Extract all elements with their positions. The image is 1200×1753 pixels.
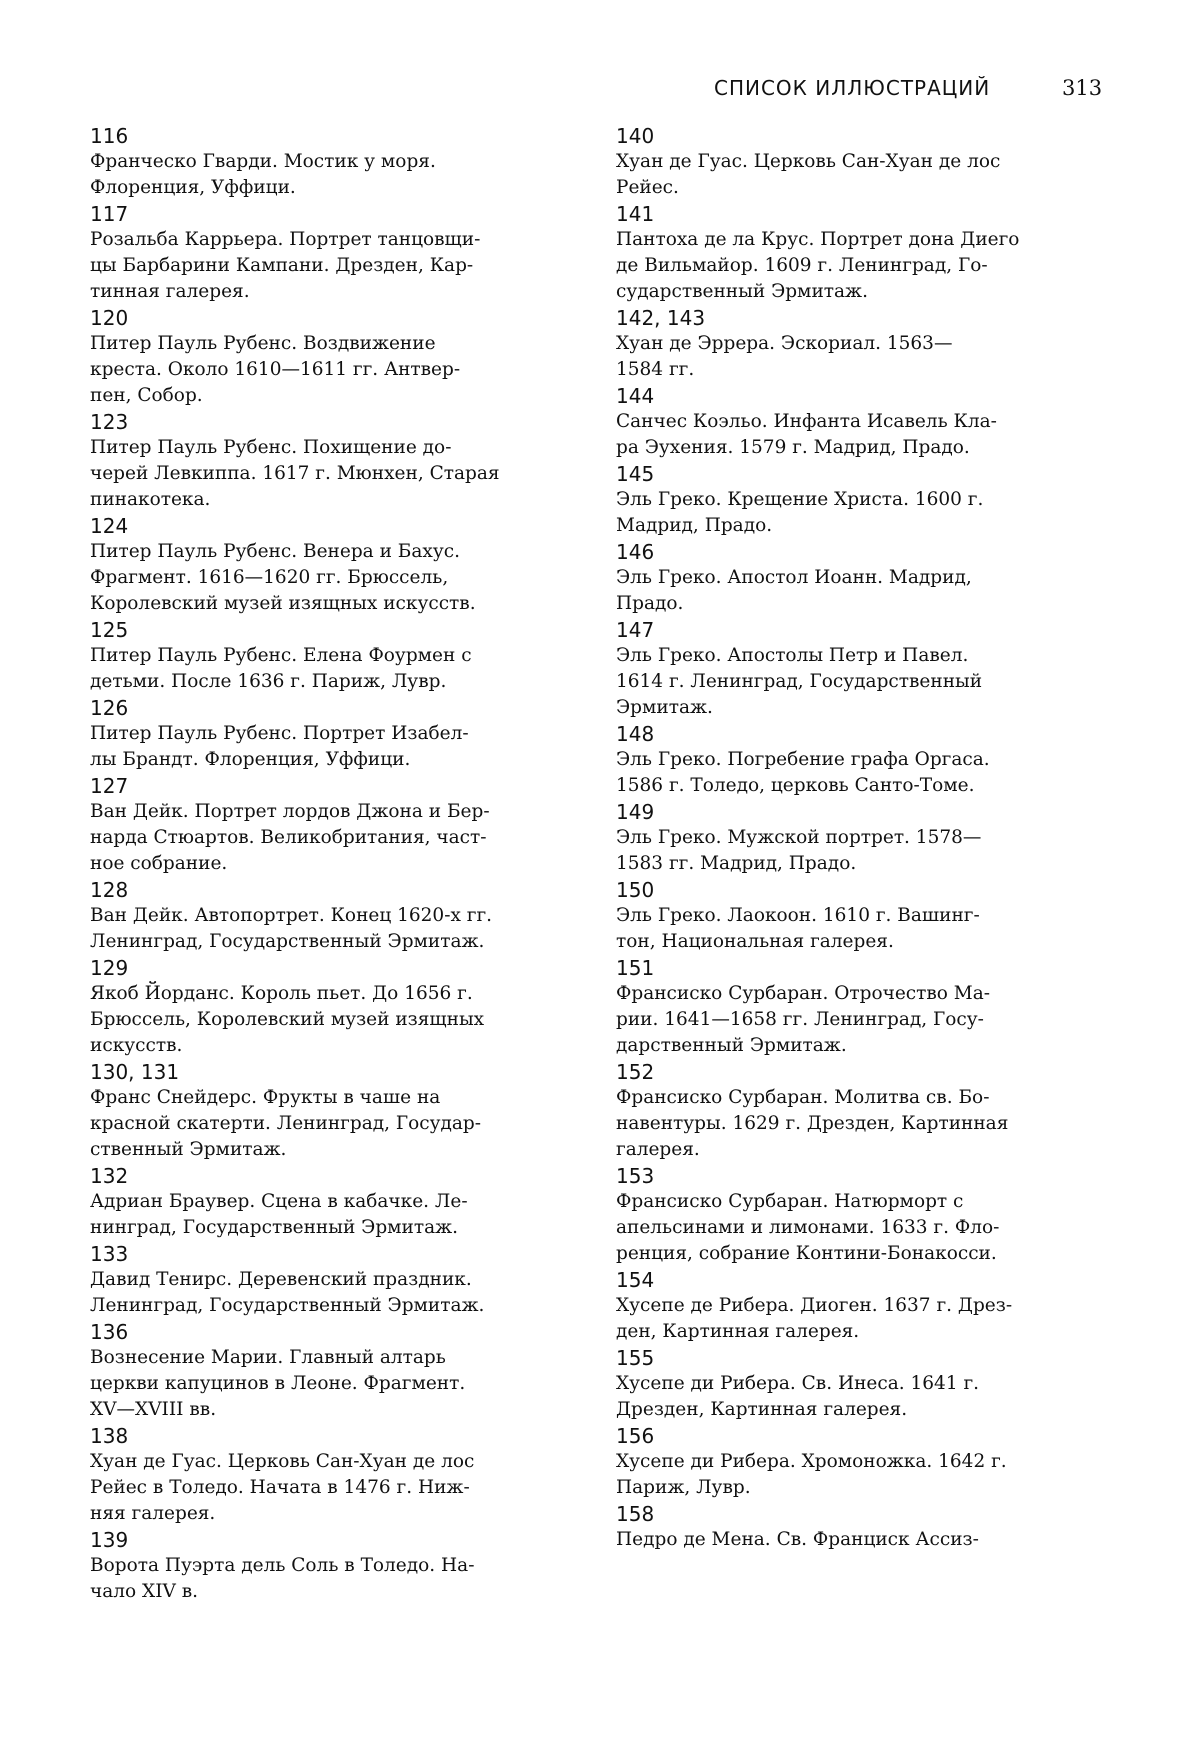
illustration-entry: [616, 1345, 1101, 1423]
illustration-number: 127: [90, 774, 129, 798]
illustration-caption-line: де Вильмайор. 1609 г. Ленинград, Го-: [616, 255, 988, 276]
illustration-entry: [616, 461, 1101, 539]
illustration-entry: [616, 799, 1101, 877]
illustration-entry: [90, 877, 605, 955]
illustration-number: 123: [90, 410, 129, 434]
illustration-caption-line: Давид Тенирс. Деревенский праздник.: [90, 1269, 472, 1290]
illustration-caption-line: Ван Дейк. Портрет лордов Джона и Бер-: [90, 801, 490, 822]
illustration-caption-line: Эль Греко. Мужской портрет. 1578—: [616, 827, 982, 848]
illustration-entry: [616, 123, 1101, 201]
illustration-caption-line: Эль Греко. Апостол Иоанн. Мадрид,: [616, 567, 972, 588]
illustration-number: 142, 143: [616, 306, 706, 330]
illustration-entry: [616, 305, 1101, 383]
illustration-number: 153: [616, 1164, 655, 1188]
illustration-caption-line: Хуан де Гуас. Церковь Сан-Хуан де лос: [616, 151, 1001, 172]
illustration-caption-line: галерея.: [616, 1139, 700, 1160]
illustration-entry: [90, 695, 605, 773]
illustration-caption-line: лы Брандт. Флоренция, Уффици.: [90, 749, 411, 770]
illustration-caption-line: сударственный Эрмитаж.: [616, 281, 868, 302]
illustration-caption-line: апельсинами и лимонами. 1633 г. Фло-: [616, 1217, 1000, 1238]
illustration-entry: [616, 1501, 1101, 1553]
illustration-entry: [616, 617, 1101, 721]
illustration-number: 147: [616, 618, 655, 642]
illustration-number: 136: [90, 1320, 129, 1344]
illustration-entry: [616, 955, 1101, 1059]
illustration-number: 116: [90, 124, 129, 148]
illustration-entry: [616, 383, 1101, 461]
illustration-caption-line: тинная галерея.: [90, 281, 250, 302]
illustration-caption-line: Хуан де Эррера. Эскориал. 1563—: [616, 333, 953, 354]
illustration-number: 154: [616, 1268, 655, 1292]
illustration-caption-line: Ленинград, Государственный Эрмитаж.: [90, 1295, 485, 1316]
left-column: [90, 123, 605, 1605]
illustration-number: 139: [90, 1528, 129, 1552]
illustration-entry: [616, 539, 1101, 617]
illustration-caption-line: Эрмитаж.: [616, 697, 713, 718]
illustration-caption-line: рии. 1641—1658 гг. Ленинград, Госу-: [616, 1009, 984, 1030]
illustration-caption-line: Питер Пауль Рубенс. Венера и Бахус.: [90, 541, 460, 562]
illustration-number: 152: [616, 1060, 655, 1084]
illustration-entry: [90, 1423, 605, 1527]
illustration-caption-line: церкви капуцинов в Леоне. Фрагмент.: [90, 1373, 466, 1394]
illustration-caption-line: креста. Около 1610—1611 гг. Антвер-: [90, 359, 461, 380]
illustration-entry: [616, 877, 1101, 955]
illustration-caption-line: Адриан Браувер. Сцена в кабачке. Ле-: [90, 1191, 468, 1212]
illustration-entry: [616, 1059, 1101, 1163]
illustration-caption-line: 1614 г. Ленинград, Государственный: [616, 671, 983, 692]
illustration-caption-line: Эль Греко. Крещение Христа. 1600 г.: [616, 489, 984, 510]
illustration-caption-line: Франсиско Сурбаран. Молитва св. Бо-: [616, 1087, 990, 1108]
illustration-entry: [616, 721, 1101, 799]
illustration-caption-line: Санчес Коэльо. Инфанта Исавель Кла-: [616, 411, 997, 432]
illustration-number: 145: [616, 462, 655, 486]
illustration-caption-line: Флоренция, Уффици.: [90, 177, 296, 198]
illustration-caption-line: пен, Собор.: [90, 385, 203, 406]
illustration-entry: [90, 1163, 605, 1241]
illustration-caption-line: Вознесение Марии. Главный алтарь: [90, 1347, 446, 1368]
illustration-number: 128: [90, 878, 129, 902]
illustration-number: 129: [90, 956, 129, 980]
illustration-caption-line: Рейес в Толедо. Начата в 1476 г. Ниж-: [90, 1477, 470, 1498]
illustration-number: 120: [90, 306, 129, 330]
illustration-entry: [90, 617, 605, 695]
illustration-caption-line: Хусепе ди Рибера. Хромоножка. 1642 г.: [616, 1451, 1007, 1472]
illustration-caption-line: Розальба Каррьера. Портрет танцовщи-: [90, 229, 481, 250]
illustration-caption-line: цы Барбарини Кампани. Дрезден, Кар-: [90, 255, 474, 276]
illustration-caption-line: навентуры. 1629 г. Дрезден, Картинная: [616, 1113, 1009, 1134]
illustration-caption-line: нинград, Государственный Эрмитаж.: [90, 1217, 459, 1238]
illustration-number: 132: [90, 1164, 129, 1188]
illustration-caption-line: ственный Эрмитаж.: [90, 1139, 287, 1160]
illustration-entry: [90, 123, 605, 201]
illustration-number: 151: [616, 956, 655, 980]
illustration-caption-line: Королевский музей изящных искусств.: [90, 593, 476, 614]
illustration-entry: [616, 1267, 1101, 1345]
illustration-caption-line: Питер Пауль Рубенс. Елена Фоурмен с: [90, 645, 472, 666]
illustration-number: 156: [616, 1424, 655, 1448]
illustration-caption-line: няя галерея.: [90, 1503, 216, 1524]
running-title: СПИСОК ИЛЛЮСТРАЦИЙ: [714, 76, 991, 100]
page-number: 313: [1062, 76, 1103, 100]
illustration-entry: [90, 773, 605, 877]
illustration-caption-line: Париж, Лувр.: [616, 1477, 751, 1498]
illustration-caption-line: XV—XVIII вв.: [90, 1399, 217, 1420]
illustration-caption-line: Франсиско Сурбаран. Отрочество Ма-: [616, 983, 991, 1004]
illustration-entry: [616, 201, 1101, 305]
illustration-number: 148: [616, 722, 655, 746]
illustration-caption-line: Якоб Йорданс. Король пьет. До 1656 г.: [90, 983, 473, 1004]
right-column: [616, 123, 1101, 1553]
illustration-number: 144: [616, 384, 655, 408]
illustration-caption-line: искусств.: [90, 1035, 183, 1056]
illustration-caption-line: Франс Снейдерс. Фрукты в чаше на: [90, 1087, 441, 1108]
illustration-caption-line: 1586 г. Толедо, церковь Санто-Томе.: [616, 775, 975, 796]
illustration-caption-line: детьми. После 1636 г. Париж, Лувр.: [90, 671, 447, 692]
illustration-caption-line: нарда Стюартов. Великобритания, част-: [90, 827, 487, 848]
illustration-entry: [90, 409, 605, 513]
illustration-number: 125: [90, 618, 129, 642]
illustration-entry: [90, 1241, 605, 1319]
illustration-caption-line: Педро де Мена. Св. Франциск Ассиз-: [616, 1529, 979, 1550]
illustration-caption-line: Эль Греко. Апостолы Петр и Павел.: [616, 645, 969, 666]
illustration-caption-line: Хусепе ди Рибера. Св. Инеса. 1641 г.: [616, 1373, 980, 1394]
illustration-caption-line: Ван Дейк. Автопортрет. Конец 1620-х гг.: [90, 905, 493, 926]
illustration-caption-line: Эль Греко. Лаокоон. 1610 г. Вашинг-: [616, 905, 980, 926]
illustration-number: 140: [616, 124, 655, 148]
illustration-caption-line: Питер Пауль Рубенс. Портрет Изабел-: [90, 723, 469, 744]
illustration-caption-line: Эль Греко. Погребение графа Оргаса.: [616, 749, 990, 770]
illustration-number: 133: [90, 1242, 129, 1266]
illustration-caption-line: Фрагмент. 1616—1620 гг. Брюссель,: [90, 567, 449, 588]
illustration-number: 117: [90, 202, 129, 226]
illustration-number: 149: [616, 800, 655, 824]
illustration-caption-line: ное собрание.: [90, 853, 228, 874]
illustration-caption-line: ренция, собрание Контини-Бонакосси.: [616, 1243, 997, 1264]
illustration-caption-line: пинакотека.: [90, 489, 211, 510]
illustration-caption-line: 1584 гг.: [616, 359, 695, 380]
illustration-caption-line: Рейес.: [616, 177, 679, 198]
illustration-entry: [90, 513, 605, 617]
illustration-entry: [616, 1163, 1101, 1267]
illustration-caption-line: Хусепе де Рибера. Диоген. 1637 г. Дрез-: [616, 1295, 1013, 1316]
illustration-caption-line: 1583 гг. Мадрид, Прадо.: [616, 853, 857, 874]
illustration-caption-line: Прадо.: [616, 593, 684, 614]
illustration-entry: [90, 1059, 605, 1163]
illustration-caption-line: Мадрид, Прадо.: [616, 515, 773, 536]
illustration-caption-line: Хуан де Гуас. Церковь Сан-Хуан де лос: [90, 1451, 475, 1472]
illustration-caption-line: Питер Пауль Рубенс. Похищение до-: [90, 437, 452, 458]
illustration-caption-line: красной скатерти. Ленинград, Государ-: [90, 1113, 482, 1134]
illustration-caption-line: Питер Пауль Рубенс. Воздвижение: [90, 333, 436, 354]
illustration-caption-line: Ворота Пуэрта дель Соль в Толедо. На-: [90, 1555, 475, 1576]
illustration-caption-line: черей Левкиппа. 1617 г. Мюнхен, Старая: [90, 463, 500, 484]
illustration-entry: [90, 955, 605, 1059]
illustration-number: 146: [616, 540, 655, 564]
illustration-caption-line: ра Эухения. 1579 г. Мадрид, Прадо.: [616, 437, 970, 458]
illustration-number: 124: [90, 514, 129, 538]
illustration-entry: [90, 1319, 605, 1423]
illustration-entry: [90, 1527, 605, 1605]
illustration-caption-line: чало XIV в.: [90, 1581, 199, 1602]
illustration-entry: [90, 201, 605, 305]
illustration-number: 150: [616, 878, 655, 902]
illustration-caption-line: Ленинград, Государственный Эрмитаж.: [90, 931, 485, 952]
illustration-caption-line: Дрезден, Картинная галерея.: [616, 1399, 908, 1420]
illustration-caption-line: тон, Национальная галерея.: [616, 931, 894, 952]
illustration-number: 158: [616, 1502, 655, 1526]
illustration-caption-line: Франсиско Сурбаран. Натюрморт с: [616, 1191, 964, 1212]
illustration-number: 141: [616, 202, 655, 226]
illustration-entry: [90, 305, 605, 409]
illustration-number: 138: [90, 1424, 129, 1448]
illustration-caption-line: ден, Картинная галерея.: [616, 1321, 860, 1342]
illustration-number: 155: [616, 1346, 655, 1370]
illustration-caption-line: Брюссель, Королевский музей изящных: [90, 1009, 485, 1030]
illustration-entry: [616, 1423, 1101, 1501]
illustration-caption-line: дарственный Эрмитаж.: [616, 1035, 847, 1056]
illustration-number: 126: [90, 696, 129, 720]
illustration-caption-line: Пантоха де ла Крус. Портрет дона Диего: [616, 229, 1020, 250]
illustration-caption-line: Франческо Гварди. Мостик у моря.: [90, 151, 436, 172]
illustration-number: 130, 131: [90, 1060, 180, 1084]
